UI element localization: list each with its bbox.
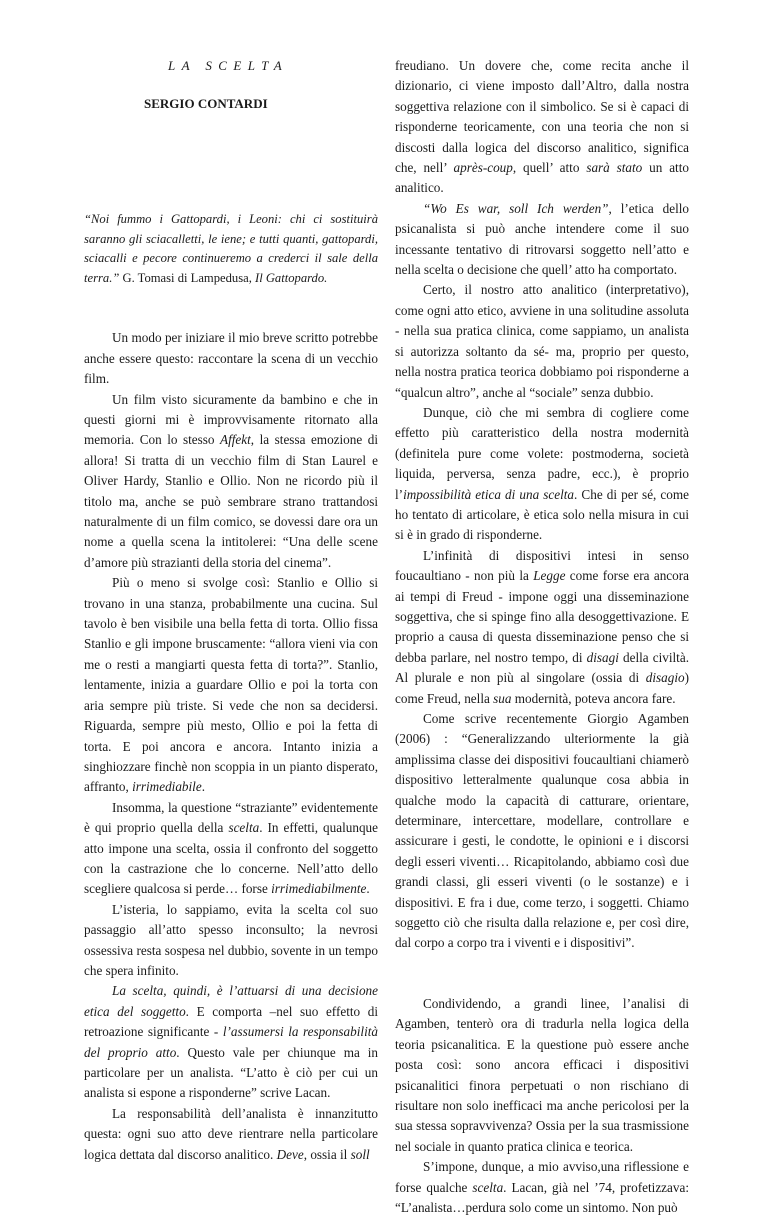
epigraph xyxy=(84,210,378,288)
paragraph: Certo, il nostro atto analitico (interpretativo), come ogni atto etico, avviene in una solitudine assoluta - nella sua pratica clinica, come sappiamo, un analista si autorizza soltanto da sé- ma, proprio per questo, nella nostra pratica teorica dobbiamo poi risponderne a “qualcun altro”, anche al “sociale” senza dubbio. xyxy=(395,282,689,400)
epigraph-quote: “Noi fummo i Gattopardi, i Leoni: chi ci sostituirà saranno gli sciacalletti, le iene; e tutti quanti, gattopardi, sciacalli e pecore continueremo a crederci il sale della terra.” xyxy=(84,212,378,285)
paragraph: La responsabilità dell’analista è innanzitutto questa: ogni suo atto deve rientrare nella particolare logica dettata dal discorso analitico. Deve, ossia il soll xyxy=(84,1105,378,1162)
paragraph: Un modo per iniziare il mio breve scritto potrebbe anche essere questo: raccontare la scena di un vecchio film. xyxy=(84,330,378,387)
paragraph: L’infinità di dispositivi intesi in senso foucaultiano - non più la Legge come forse era ancora ai tempi di Freud - impone oggi una disseminazione soggettiva, che si spinge fino alla desoggettivazione. E proprio a causa di questa disseminazione penso che si debba parlare, nel nostro tempo, di disagi della civiltà. Al plurale e non più al singolare (ossia di disagio) come Freud, nella sua modernità, poteva ancora fare. xyxy=(395,547,689,706)
paragraph: L’isteria, lo sappiamo, evita la scelta col suo passaggio all’atto spesso inconsulto; la nevrosi ossessiva resta sospesa nel dubbio, sovente in un tempo che spera infinito. xyxy=(84,901,378,978)
paragraph: La scelta, quindi, è l’attuarsi di una decisione etica del soggetto. E comporta –nel suo effetto di retroazione significante - l’assumersi la responsabilità del proprio atto. Questo vale per chiunque ma in particolare per un analista. “L’atto è ciò per cui un analista si espone a risponderne” scrive Lacan. xyxy=(84,983,378,1101)
epigraph-author: G. Tomasi di Lampedusa, xyxy=(119,270,252,285)
left-column xyxy=(84,56,378,1165)
right-column xyxy=(395,56,689,1218)
paragraph: “Wo Es war, soll Ich werden”, l’etica dello psicanalista si può anche intendere come il suo incessante tentativo di ritrovarsi soggetto nell’atto e nella scelta o decisione che quell’ atto ha comportato. xyxy=(395,200,690,278)
paragraph: Più o meno si svolge così: Stanlio e Ollio si trovano in una stanza, probabilmente una cucina. Sul tavolo è ben visibile una bella fetta di torta. Ollio fissa Stanlio e gli impone bruscamente: “allora vieni via con me o resti a mangiarti questa fetta di torta?”. Stanlio, lentamente, inizia a guardare Ollio e poi la torta con aria sempre più triste. Si vede che non sa decidersi. Riguarda, sempre più mesto, Ollio e poi la fetta di torta. E poi ancora e ancora. Intanto inizia a singhiozzare finchè non scoppia in un pianto disperato, affranto, irrimediabile. xyxy=(84,575,378,795)
paragraph: Come scrive recentemente Giorgio Agamben (2006) : “Generalizzando ulteriormente la già amplissima classe dei dispositivi foucaultiani chiamerò dispositivo letteralmente qualunque cosa abbia in qualche modo la capacità di catturare, orientare, determinare, intercettare, modellare, controllare e assicurare i gesti, le condotte, le opinioni e i discorsi degli esseri viventi… Ricapitolando, abbiamo così due grandi classi, gli esseri viventi (o le sostanze) e i dispositivi. E fra i due, come terzo, i soggetti. Chiamo soggetto ciò che risulta dalla relazione e, per così dire, dal corpo a corpo tra i viventi e i dispositivi”. xyxy=(395,711,689,951)
paragraph: Condividendo, a grandi linee, l’analisi di Agamben, tenterò ora di tradurla nella logica della teoria psicanalitica. E la questione può essere anche posta così: sono ancora efficaci i dispositivi psicanalitici finora perpetuati o non rischiano di risultare non solo inefficaci ma anche pericolosi per la sua stessa sopravvivenza? Ossia per la sua trasmissione nel sociale in quanto pratica clinica e teorica. xyxy=(395,995,689,1154)
paragraph: Un film visto sicuramente da bambino e che in questi giorni mi è improvvisamente ritornato alla memoria. Con lo stesso Affekt, la stessa emozione di allora! Si tratta di un vecchio film di Stan Laurel e Oliver Hardy, Stanlio e Ollio. Non ne ricordo più il titolo ma, anche se può sembrare strano trattandosi naturalmente di un film comico, se dovessi dare ora un nome a quella scena la intitolerei: “Una delle scene d’amore più strazianti della storia del cinema”. xyxy=(84,391,378,570)
paragraph: Insomma, la questione “straziante” evidentemente è qui proprio quella della scelta. In effetti, qualunque atto impone una scelta, ossia il confronto del soggetto con la castrazione che lo concerne. Nell’atto dello scegliere qualcosa si perde… forse irrimediabilmente. xyxy=(84,799,378,897)
article-title: LA SCELTA xyxy=(168,58,289,73)
article-author: SERGIO CONTARDI xyxy=(144,96,268,111)
paragraph: S’impone, dunque, a mio avviso,una riflessione e forse qualche scelta. Lacan, già nel ’74, profetizzava: “L’analista…perdura solo come un sintomo. Non può xyxy=(395,1159,689,1215)
paragraph: Dunque, ciò che mi sembra di cogliere come effetto più caratteristico della nostra modernità (definitela pure come volete: postmoderna, società liquida, perversa, senza padre, ecc.), è proprio l’impossibilità etica di una scelta. Che di per sé, come ho tentato di articolare, è etica solo nella misura in cui si è in grado di risponderne. xyxy=(395,404,689,543)
paragraph: freudiano. Un dovere che, come recita anche il dizionario, ci viene imposto dall’Altro, dalla nostra soggettiva relazione con il simbolico. Se si è capaci di risponderne teoricamente, con una teoria che non si discosti dalla logica del discorso analitico, significa che, nell’ après-coup, quell’ atto sarà stato un atto analitico. xyxy=(395,58,689,196)
epigraph-work: Il Gattopardo. xyxy=(255,270,328,285)
